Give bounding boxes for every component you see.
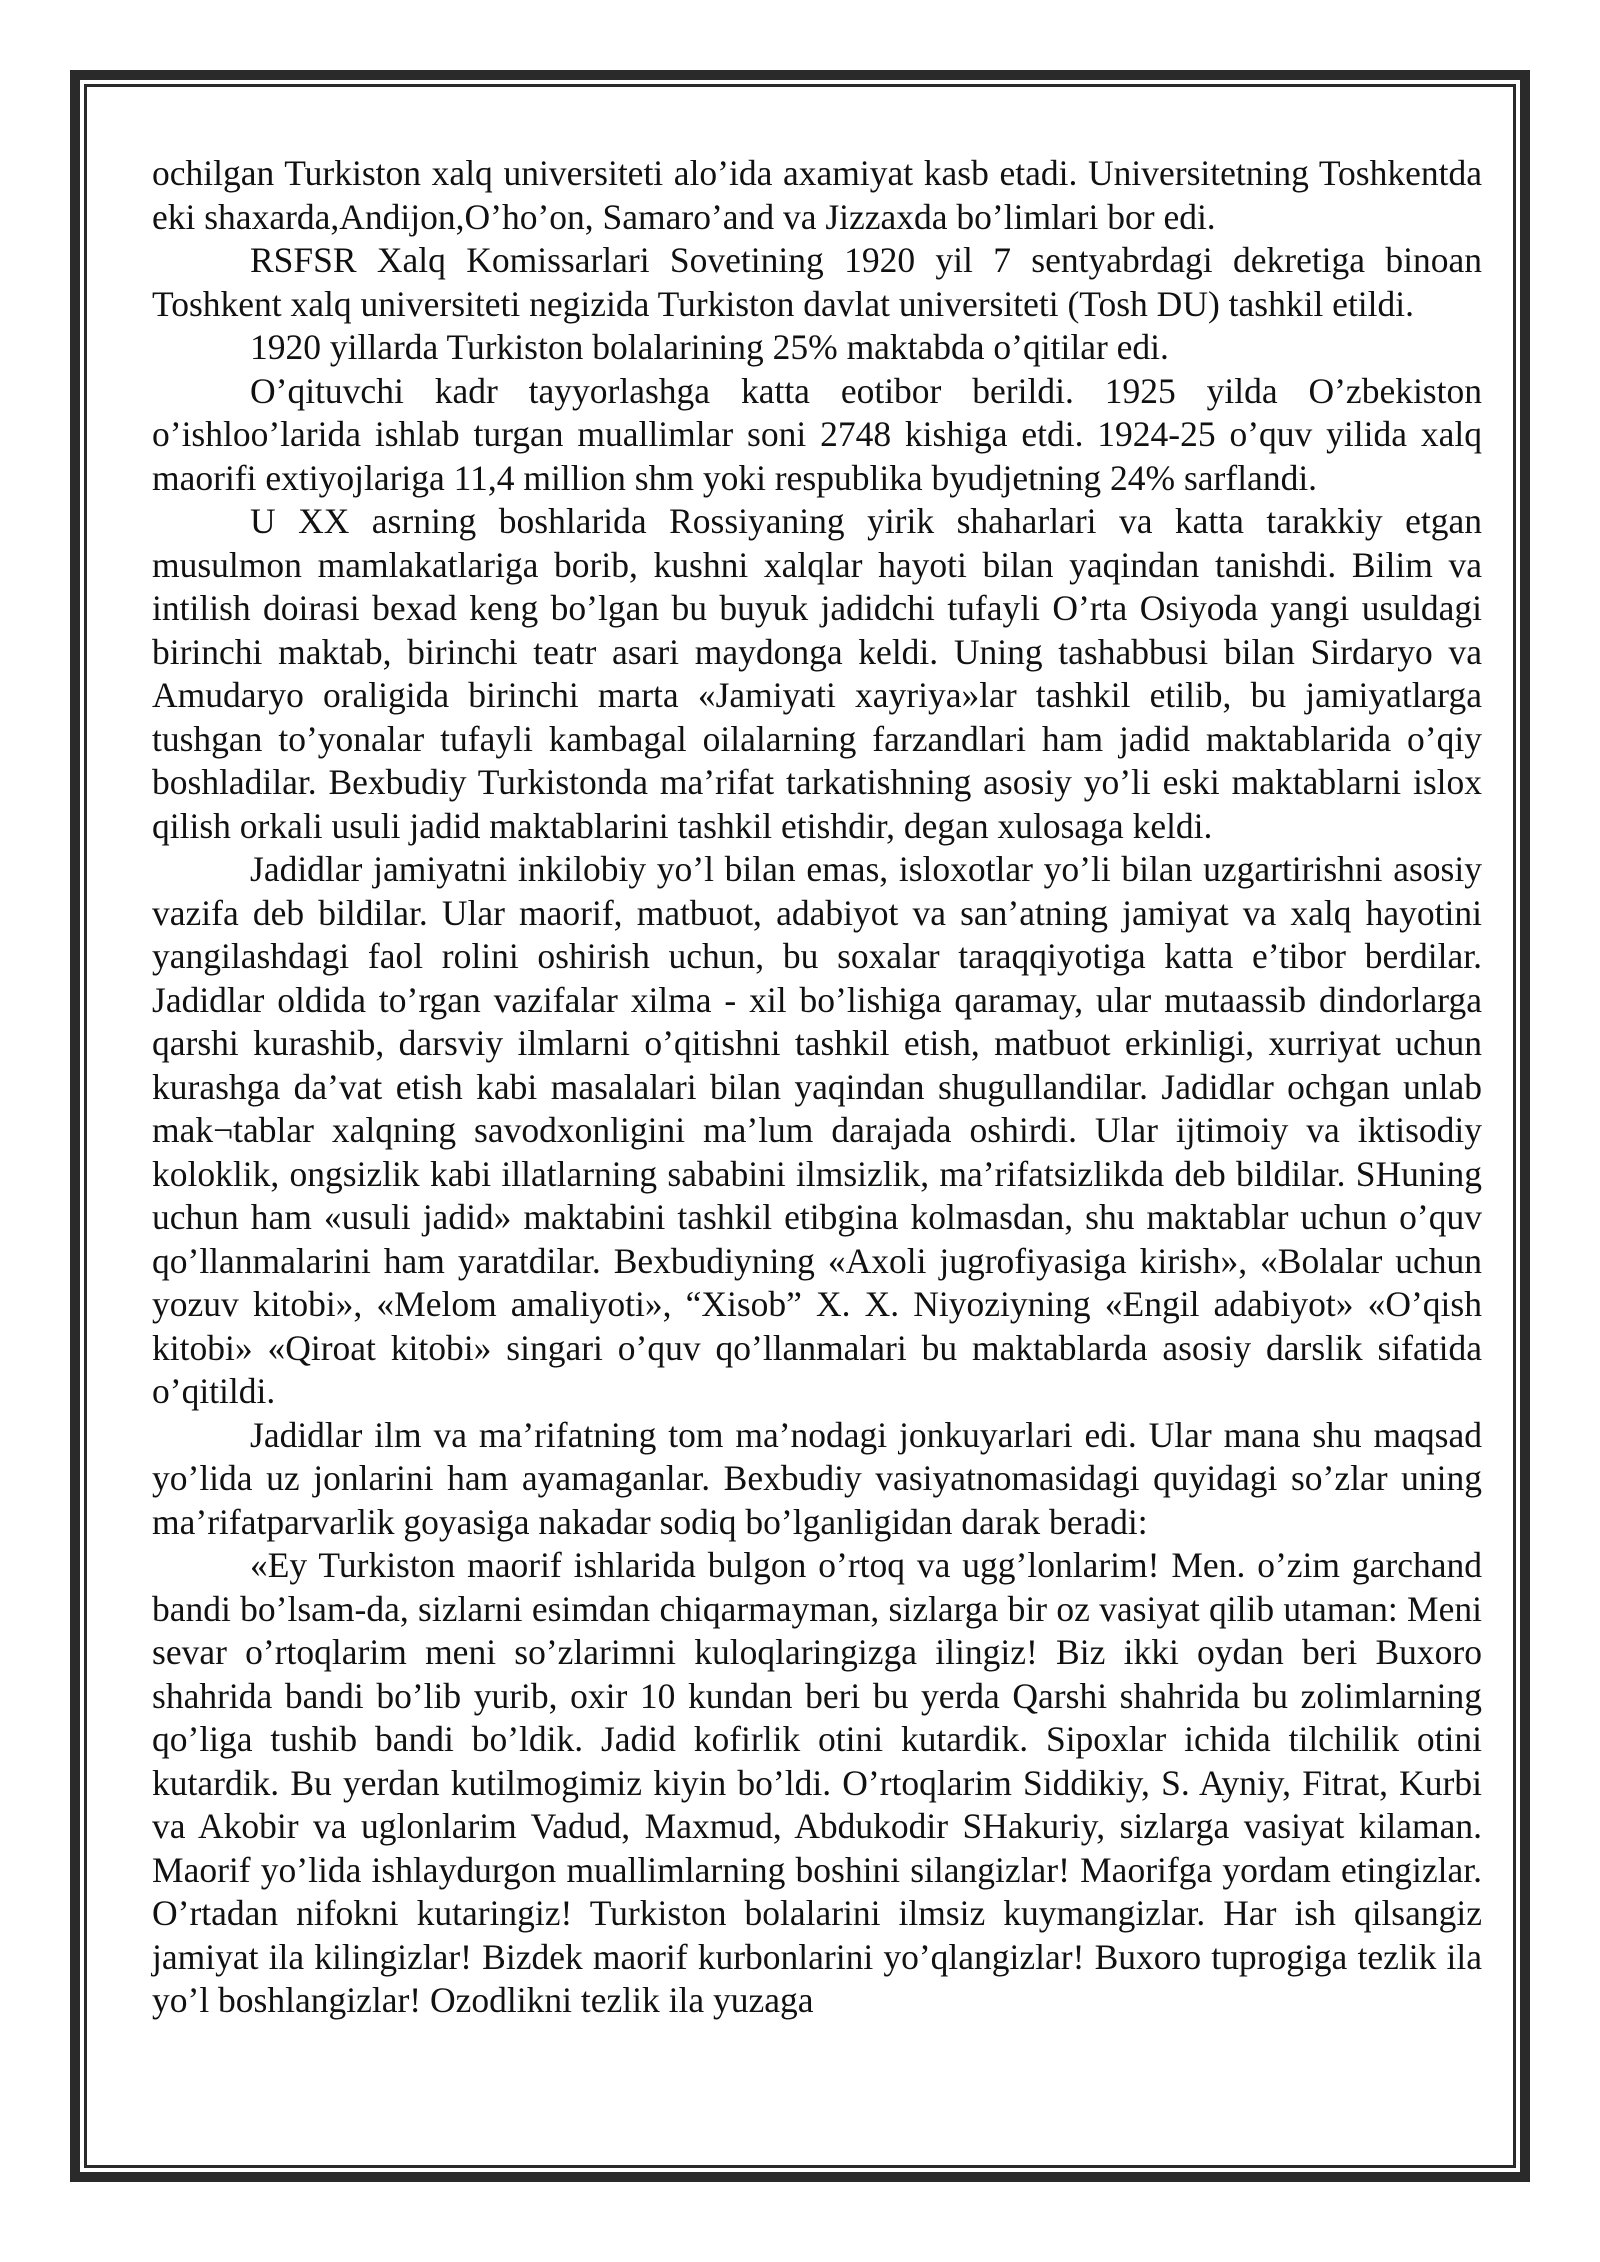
paragraph-2: RSFSR Xalq Komissarlari Sovetining 1920 yil 7 sentyabrdagi dekretiga binoan Toshkent xalq universiteti negizida Turkiston davlat universiteti (Tosh DU) tashkil etildi. xyxy=(152,240,1482,324)
document-body xyxy=(152,152,1482,2023)
paragraph-8: «Ey Turkiston maorif ishlarida bulgon o’rtoq va ugg’lonlarim! Men. o’zim garchand bandi bo’lsam-da, sizlarni esimdan chiqarmayman, sizlarga bir oz vasiyat qilib utaman: Meni sevar o’rtoqlarim meni so’zlarimni kuloqlaringizga ilingiz! Biz ikki oydan beri Buxoro shahrida bandi bo’lib yurib, oxir 10 kundan beri bu yerda Qarshi shahrida bu zolimlarning qo’liga tushib bandi bo’ldik. Jadid kofirlik otini kutardik. Sipoxlar ichida tilchilik otini kutardik. Bu yerdan kutilmogimiz kiyin bo’ldi. O’rtoqlarim Siddikiy, S. Ayniy, Fitrat, Kurbi va Akobir va uglonlarim Vadud, Maxmud, Abdukodir SHakuriy, sizlarga vasiyat kilaman. Maorif yo’lida ishlaydurgon muallimlarning boshini silangizlar! Maorifga yordam etingizlar. O’rtadan nifokni kutaringiz! Turkiston bolalarini ilmsiz kuymangizlar. Har ish qilsangiz jamiyat ila kilingizlar! Bizdek maorif kurbonlarini yo’qlangizlar! Buxoro tuprogiga tezlik ila yo’l boshlangizlar! Ozodlikni tezlik ila yuzaga xyxy=(152,1545,1482,2020)
paragraph-1: ochilgan Turkiston xalq universiteti alo’ida axamiyat kasb etadi. Universitetning Toshkentda eki shaxarda,Andijon,O’ho’on, Samaro’and va Jizzaxda bo’limlari bor edi. xyxy=(152,153,1482,237)
paragraph-5: U XX asrning boshlarida Rossiyaning yirik shaharlari va katta tarakkiy etgan musulmon mamlakatlariga borib, kushni xalqlar hayoti bilan yaqindan tanishdi. Bilim va intilish doirasi bexad keng bo’lgan bu buyuk jadidchi tufayli O’rta Osiyoda yangi usuldagi birinchi maktab, birinchi teatr asari maydonga keldi. Uning tashabbusi bilan Sirdaryo va Amudaryo oraligida birinchi marta «Jamiyati xayriya»lar tashkil etilib, bu jamiyatlarga tushgan to’yonalar tufayli kambagal oilalarning farzandlari ham jadid maktablarida o’qiy boshladilar. Bexbudiy Turkistonda ma’rifat tarkatishning asosiy yo’li eski maktablarni islox qilish orkali usuli jadid maktablarini tashkil etishdir, degan xulosaga keldi. xyxy=(152,501,1482,846)
paragraph-6: Jadidlar jamiyatni inkilobiy yo’l bilan emas, isloxotlar yo’li bilan uzgartirishni asosiy vazifa deb bildilar. Ular maorif, matbuot, adabiyot va san’atning jamiyat va xalq hayotini yangilashdagi faol rolini oshirish uchun, bu soxalar taraqqiyotiga katta e’tibor berdilar. Jadidlar oldida to’rgan vazifalar xilma - xil bo’lishiga qaramay, ular mutaassib dindorlarga qarshi kurashib, darsviy ilmlarni o’qitishni tashkil etish, matbuot erkinligi, xurriyat uchun kurashga da’vat etish kabi masalalari bilan yaqindan shugullandilar. Jadidlar ochgan unlab mak¬tablar xalqning savodxonligini ma’lum darajada oshirdi. Ular ijtimoiy va iktisodiy koloklik, ongsizlik kabi illatlarning sababini ilmsizlik, ma’rifatsizlikda deb bildilar. SHuning uchun ham «usuli jadid» maktabini tashkil etibgina kolmasdan, shu maktablar uchun o’quv qo’llanmalarini ham yaratdilar. Bexbudiyning «Axoli jugrofiyasiga kirish», «Bolalar uchun yozuv kitobi», «Melom amaliyoti», “Xisob” X. X. Niyoziyning «Engil adabiyot» «O’qish kitobi» «Qiroat kitobi» singari o’quv qo’llanmalari bu maktablarda asosiy darslik sifatida o’qitildi. xyxy=(152,849,1482,1411)
paragraph-3: 1920 yillarda Turkiston bolalarining 25% maktabda o’qitilar edi. xyxy=(250,327,1169,367)
paragraph-4: O’qituvchi kadr tayyorlashga katta eotibor berildi. 1925 yilda O’zbekiston o’ishloo’larida ishlab turgan muallimlar soni 2748 kishiga etdi. 1924-25 o’quv yilida xalq maorifi extiyojlariga 11,4 million shm yoki respublika byudjetning 24% sarflandi. xyxy=(152,370,1482,498)
paragraph-7: Jadidlar ilm va ma’rifatning tom ma’nodagi jonkuyarlari edi. Ular mana shu maqsad yo’lida uz jonlarini ham ayamaganlar. Bexbudiy vasiyatnomasidagi quyidagi so’zlar uning ma’rifatparvarlik goyasiga nakadar sodiq bo’lganligidan darak beradi: xyxy=(152,1414,1482,1542)
